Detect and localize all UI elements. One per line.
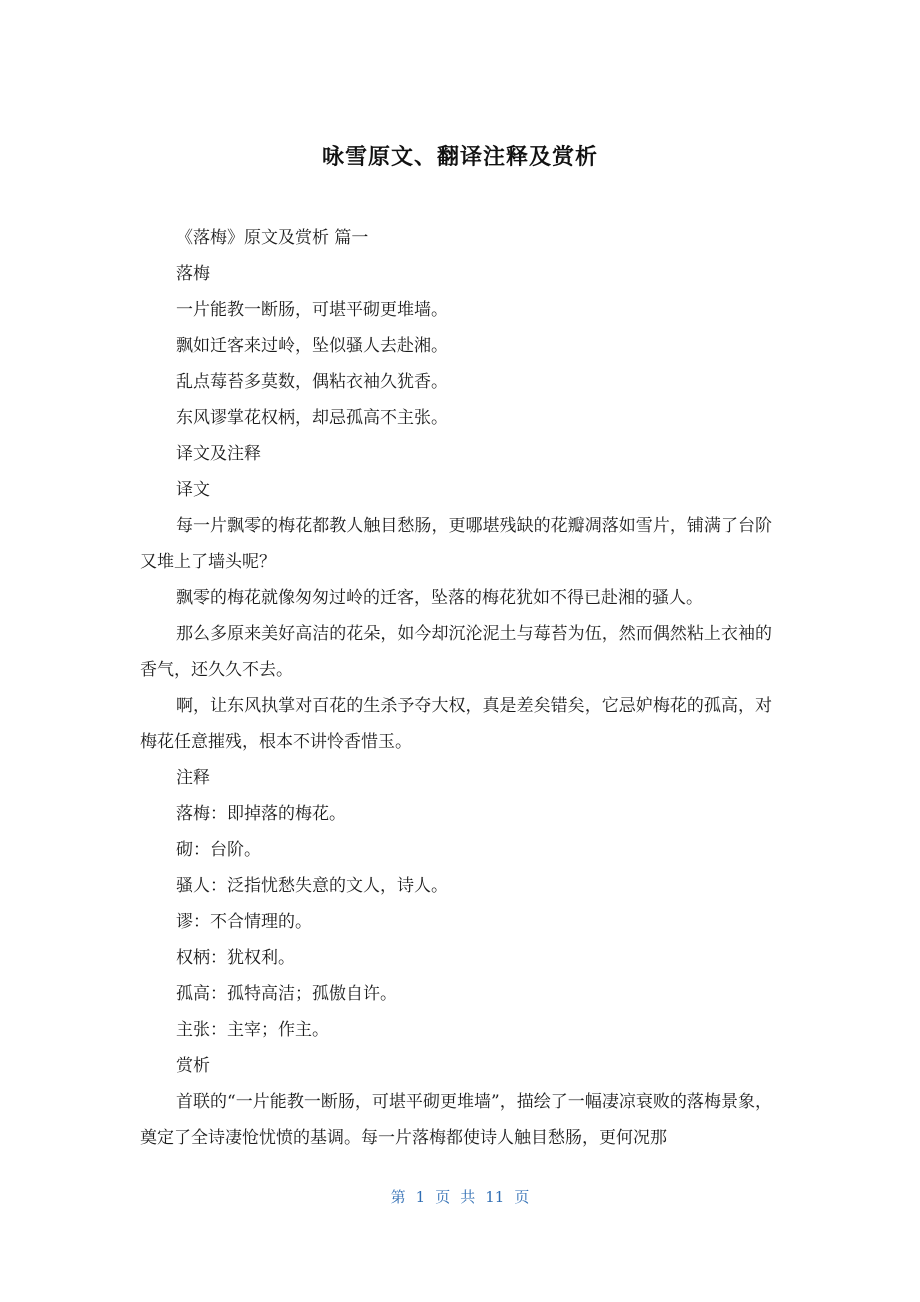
paragraph-note: 骚人：泛指忧愁失意的文人，诗人。 [176, 876, 448, 896]
footer-label: 第 [390, 1188, 406, 1206]
paragraph-note: 落梅：即掉落的梅花。 [176, 804, 346, 824]
paragraph-translation: 啊，让东风执掌对百花的生杀予夺大权，真是差矣错矣，它忌妒梅花的孤高，对梅花任意摧残，根本不讲怜香惜玉。 [140, 696, 772, 752]
paragraph-translation: 那么多原来美好高洁的花朵，如今却沉沦泥土与莓苔为伍，然而偶然粘上衣袖的香气，还久久不去。 [140, 624, 772, 680]
paragraph-appreciation: 首联的“一片能教一断肠，可堪平砌更堆墙”，描绘了一幅凄凉衰败的落梅景象，奠定了全诗凄怆忧愤的基调。每一片落梅都使诗人触目愁肠，更何况那 [140, 1092, 772, 1148]
current-page-number: 1 [415, 1188, 426, 1206]
paragraph-translation: 飘零的梅花就像匆匆过岭的迁客，坠落的梅花犹如不得已赴湘的骚人。 [176, 588, 703, 608]
total-page-count: 11 [485, 1188, 505, 1206]
section-heading-translation: 译文 [176, 480, 210, 500]
page-footer [0, 1186, 920, 1207]
section-heading-appreciation: 赏析 [176, 1056, 210, 1076]
paragraph-note: 主张：主宰；作主。 [176, 1020, 329, 1040]
paragraph-poem-line: 乱点莓苔多莫数，偶粘衣袖久犹香。 [176, 372, 448, 392]
paragraph-translation: 每一片飘零的梅花都教人触目愁肠，更哪堪残缺的花瓣凋落如雪片，铺满了台阶又堆上了墙头呢？ [140, 516, 772, 572]
paragraph-note: 砌：台阶。 [176, 840, 261, 860]
document-title: 咏雪原文、翻译注释及赏析 [321, 145, 598, 170]
footer-label: 页 [514, 1188, 530, 1206]
paragraph-poem-line: 飘如迁客来过岭，坠似骚人去赴湘。 [176, 336, 448, 356]
paragraph-poem-line: 一片能教一断肠，可堪平砌更堆墙。 [176, 300, 448, 320]
paragraph-note: 权柄：犹权利。 [176, 948, 295, 968]
section-heading-translation-notes: 译文及注释 [176, 444, 261, 464]
paragraph-poem-line: 东风谬掌花权柄，却忌孤高不主张。 [176, 408, 448, 428]
section-heading-notes: 注释 [176, 768, 210, 788]
paragraph-heading-poem: 《落梅》原文及赏析 篇一 [176, 228, 369, 248]
footer-label: 页 [435, 1188, 451, 1206]
paragraph-note: 谬：不合情理的。 [176, 912, 312, 932]
footer-label: 共 [460, 1188, 476, 1206]
document-body [140, 220, 772, 1156]
paragraph-note: 孤高：孤特高洁；孤傲自许。 [176, 984, 397, 1004]
paragraph-poem-title: 落梅 [176, 264, 210, 284]
